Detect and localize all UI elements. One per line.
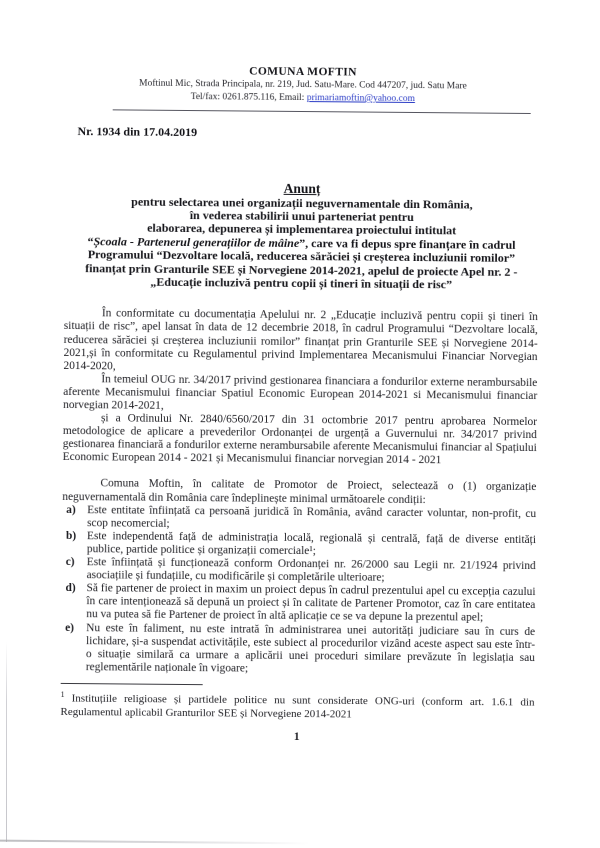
condition-letter-b: b) [65, 529, 77, 542]
announcement-title-block [1, 178, 600, 293]
paragraph-2: În temeiul OUG nr. 34/2017 privind gestionarea financiara a fondurilor externe nerambursabile aferente Mecanismului financiar Spatiul Economic European 2014-2021 si Mecanismului financiar norvegian 2014-2021, [63, 373, 538, 412]
condition-text-a: Este entitate înființată ca persoană juridică în România, având caracter voluntar, non-profit, cu scop necomercial; [87, 503, 537, 530]
condition-text-d: Să fie partener de proiect in maxim un proiect depus în cadrul prezentului apel cu excepția cazului în care intenționează să depună un proiect și în calitate de Partener Promotor, caz în care entitatea nu va putea să fie Partener de proiect în altă aplicație ce se va depune la prezentul apel; [86, 582, 536, 625]
scan-edge-left [6, 642, 7, 842]
title-line-4-rest: ”, care va fi depus spre finanțare în cadrul [299, 235, 516, 252]
footnote-area [60, 683, 534, 723]
condition-text-b: Este independentă față de administrația locală, regională și centrală, față de diverse entități publice, partide politice și organizații comerciale¹; [86, 529, 537, 558]
condition-letter-a: a) [66, 503, 76, 516]
paragraph-3: și a Ordinului Nr. 2840/6560/2017 din 31 octombrie 2017 pentru aprobarea Normelor metodologice de aplicare a prevederilor Ordonanței de urgență a Guvernului nr. 34/2017 privind gestionarea financiară a fondurilor externe nerambursabile aferente Mecanismului financiar al Spațiului Economic European 2014 - 2021 și Mecanismului financiar norvegian 2014 - 2021 [62, 412, 538, 467]
condition-letter-c: c) [65, 555, 75, 569]
title-line-3: elaborarea, depunerea și implementarea proiectului intitulat [147, 220, 457, 238]
letterhead-divider [113, 109, 531, 114]
condition-item-c [62, 556, 536, 586]
condition-text-e: Nu este în faliment, nu este intrată în administrarea unei autorități judiciare sau în curs de lichidare, și-a suspendat activitățile, este subiect al procedurilor vizând aceste aspect sau este într-o situație similară ca urmare a aplicării unei proceduri similare prevăzute în legislația sau reglementările naționale în vigoare; [85, 621, 536, 675]
condition-item-e [61, 621, 535, 678]
contact-prefix: Tel/fax: 0261.875.116, Email: [190, 92, 307, 104]
condition-item-d [61, 582, 535, 625]
announcement-heading: Anunț [283, 180, 321, 196]
condition-text-c: Este înființată și funcționează conform Ordonanței nr. 26/2000 sau Legii nr. 21/1924 privind asociațiile și fundațiile, cu modificările și completările ulterioare; [86, 556, 536, 584]
condition-item-a [62, 504, 536, 534]
footnote-marker: 1 [60, 689, 65, 699]
condition-item-b [62, 530, 536, 560]
paragraph-1: În conformitate cu documentația Apelului nr. 2 „Educație incluzivă pentru copii și tineri în situații de risc”, apel lansat în data de 12 decembrie 2018, în cadrul Programului “Dezvoltare locală, reducerea sărăciei și creșterea incluziunii romilor” finanțat prin Granturile SEE și Norvegiene 2014-2021,și în conformitate cu Regulamentul privind Implementarea Mecanismului Financiar Norvegian 2014-2020, [63, 307, 538, 373]
document-number: Nr. 1934 din 17.04.2019 [77, 123, 198, 139]
footnote-body: Instituțiile religioase și partidele politice nu sunt considerate ONG-uri (conform art. 1.6.1 din Regulamentul aplicabil Granturilor SEE și Norvegiene 2014-2021 [60, 692, 535, 720]
organization-name: COMUNA MOFTIN [249, 65, 357, 79]
project-name: Școala - Partenerul generațiilor de mâine [93, 233, 300, 250]
footnote-divider [61, 683, 203, 685]
page-number: 1 [293, 730, 301, 743]
paragraph-4: Comuna Moftin, în calitate de Promotor de Proiect, selectează o (1) organizație neguvernamentală din România care îndeplinește minimal următoarele condiții: [62, 477, 537, 506]
organization-address: Moftinul Mic, Strada Principala, nr. 219, Jud. Satu-Mare. Cod 447207, jud. Satu Mare [139, 78, 467, 92]
title-line-5: Programului “Dezvoltare locală, reducerea sărăciei și creșterea incluziunii romilor” [87, 247, 516, 265]
title-line-1: pentru selectarea unei organizații neguvernamentale din România, [131, 194, 473, 211]
title-line-2: în vederea stabilirii unui parteneriat pentru [189, 207, 414, 224]
title-line-6: finanțat prin Granturile SEE și Norvegiene 2014-2021, apelul de proiecte Apel nr. 2 - [85, 260, 518, 279]
document-body [61, 307, 538, 678]
letterhead [3, 0, 600, 107]
email-link[interactable]: primariamoftin@yahoo.com [306, 93, 416, 104]
condition-letter-d: d) [65, 582, 76, 595]
condition-letter-e: e) [65, 621, 75, 634]
title-line-4-open-quote: “ [87, 233, 94, 248]
footnote-text [60, 688, 534, 723]
title-line-7: „Educație incluzivă pentru copii și tineri în situații de risc” [150, 274, 453, 292]
conditions-list [61, 504, 536, 678]
